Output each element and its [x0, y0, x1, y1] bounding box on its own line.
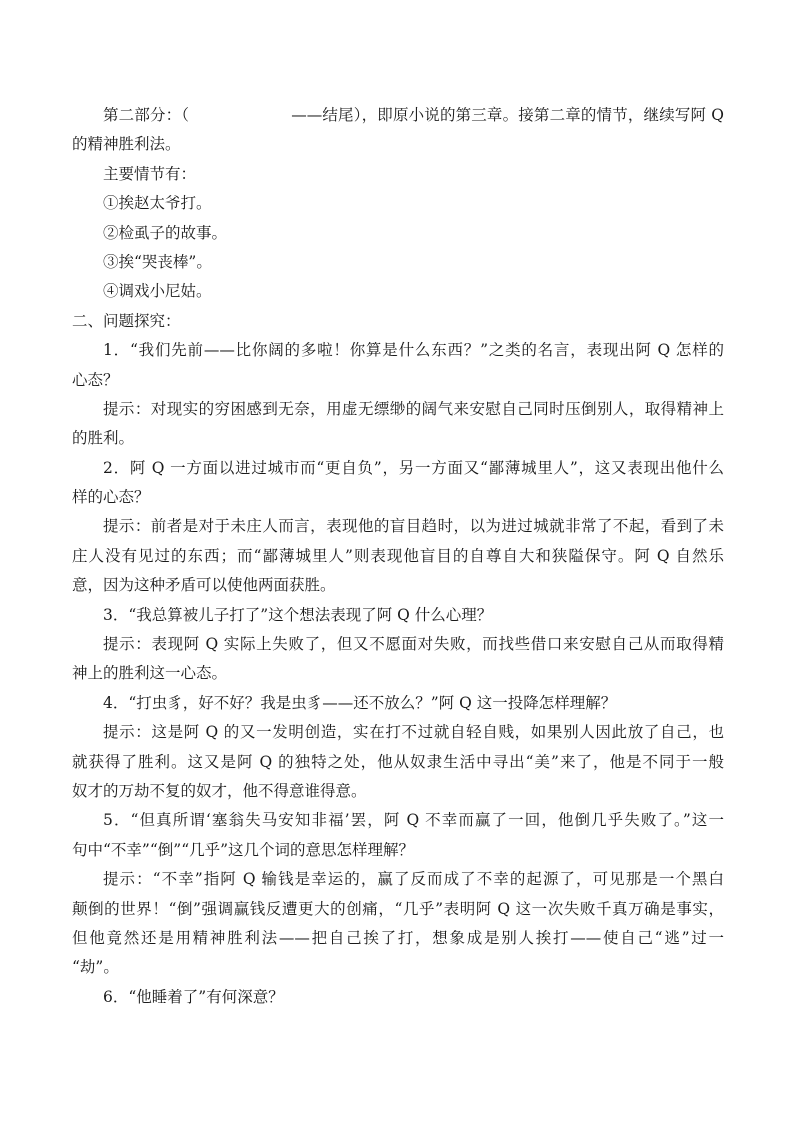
answer-3-line-2: 神上的胜利这一心态。	[72, 664, 228, 683]
answer-5-line-4: “劫”。	[72, 958, 119, 977]
question-2-line-2: 样的心态？	[72, 488, 150, 507]
answer-3-line-1: 提示：表现阿 Q 实际上失败了，但又不愿面对失败，而找些借口来安慰自己从而取得精	[103, 635, 724, 654]
answer-5-line-3: 但他竟然还是用精神胜利法——把自己挨了打，想象成是别人挨打——使自己“逃”过一	[72, 928, 724, 947]
answer-1-line-1: 提示：对现实的穷困感到无奈，用虚无缥缈的阔气来安慰自己同时压倒别人，取得精神上	[103, 399, 724, 418]
plot-item: ④调戏小尼姑。	[103, 282, 212, 301]
section-heading: 二、问题探究：	[72, 311, 181, 330]
part2-description: ——结尾），即原小说的第三章。接第二章的情节，继续写阿 Q	[291, 106, 724, 124]
plot-item: ②检虱子的故事。	[103, 223, 228, 242]
part2-label: 第二部分：（	[103, 106, 190, 124]
answer-4-line-2: 就获得了胜利。这又是阿 Q 的独特之处，他从奴隶生活中寻出“美”来了，他是不同于一般	[72, 752, 724, 771]
question-5-line-2: 句中“不幸”“倒”“几乎”这几个词的意思怎样理解？	[72, 840, 415, 859]
answer-2-line-3: 意，因为这种矛盾可以使他两面获胜。	[72, 576, 336, 595]
answer-1-line-2: 的胜利。	[72, 429, 135, 448]
answer-4-line-3: 奴才的万劫不复的奴才，他不得意谁得意。	[72, 781, 367, 800]
question-5-line-1: 5．“但真所谓‘塞翁失马安知非福’罢，阿 Q 不幸而赢了一回，他倒几乎失败了。”这一	[103, 811, 724, 830]
answer-2-line-1: 提示：前者是对于未庄人而言，表现他的盲目趋时，以为进过城就非常了不起，看到了未	[103, 517, 724, 536]
part2-intro-line-1	[72, 101, 724, 130]
answer-4-line-1: 提示：这是阿 Q 的又一发明创造，实在打不过就自轻自贱，如果别人因此放了自己，也	[103, 723, 724, 742]
part2-intro-line-2: 的精神胜利法。	[72, 135, 181, 154]
question-1-line-2: 心态？	[72, 370, 119, 389]
plot-item: ①挨赵太爷打。	[103, 194, 212, 213]
question-4-line-1: 4．“打虫豸，好不好？我是虫豸——还不放么？”阿 Q 这一投降怎样理解？	[103, 693, 617, 712]
document-page	[72, 101, 724, 1012]
answer-5-line-1: 提示：“不幸”指阿 Q 输钱是幸运的，赢了反而成了不幸的起源了，可见那是一个黑白	[103, 870, 724, 889]
plot-item: ③挨“哭丧棒”。	[103, 252, 212, 271]
question-1-line-1: 1．“我们先前——比你阔的多啦！你算是什么东西？”之类的名言，表现出阿 Q 怎样的	[103, 341, 724, 360]
question-6-line-1: 6．“他睡着了”有何深意？	[103, 987, 284, 1006]
question-3-line-1: 3．“我总算被儿子打了”这个想法表现了阿 Q 什么心理？	[103, 605, 493, 624]
answer-2-line-2: 庄人没有见过的东西；而“鄙薄城里人”则表现他盲目的自尊自大和狭隘保守。阿 Q 自然乐	[72, 546, 724, 565]
answer-5-line-2: 颠倒的世界！“倒”强调赢钱反遭更大的创痛，“几乎”表明阿 Q 这一次失败千真万确是事实，	[72, 899, 724, 918]
question-2-line-1: 2．阿 Q 一方面以进过城市而“更自负”，另一方面又“鄙薄城里人”，这又表现出他什么	[103, 458, 724, 477]
plots-heading: 主要情节有：	[103, 164, 197, 183]
